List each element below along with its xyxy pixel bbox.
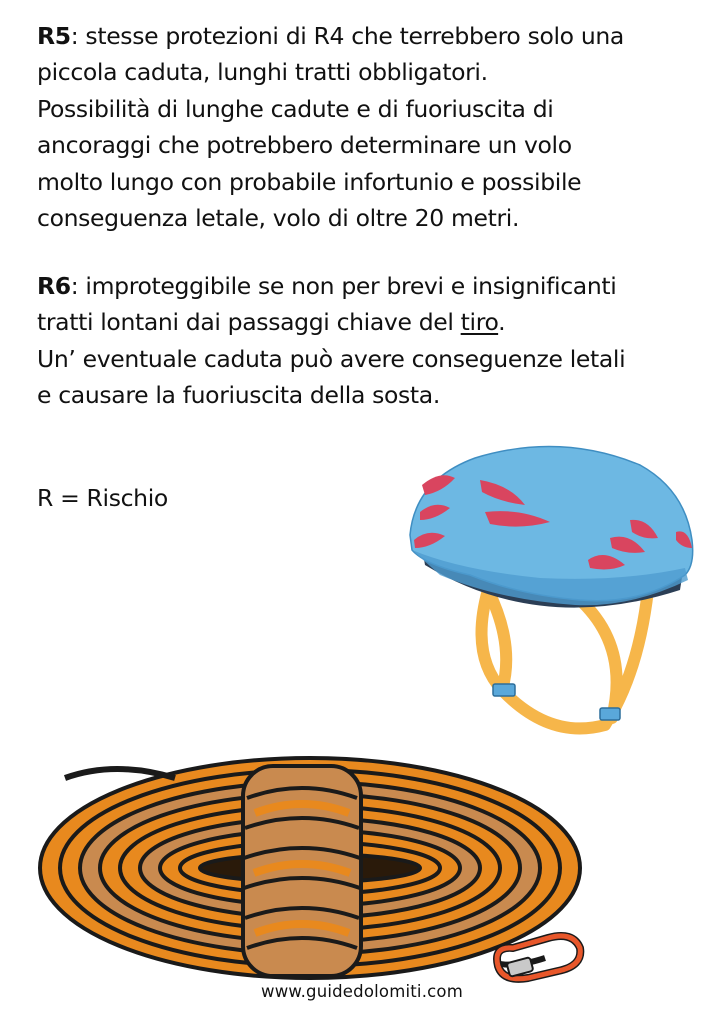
r6-line-2 bbox=[37, 304, 697, 340]
r5-line-4: ancoraggi che potrebbero determinare un volo bbox=[37, 131, 572, 160]
tiro-link[interactable]: tiro bbox=[460, 308, 499, 337]
r5-line-5: molto lungo con probabile infortunio e possibile bbox=[37, 167, 582, 196]
helmet-straps bbox=[482, 590, 648, 728]
r5-line-6: conseguenza letale, volo di oltre 20 metri. bbox=[37, 204, 520, 233]
r5-line-3: Possibilità di lunghe cadute e di fuoriuscita di bbox=[37, 94, 554, 123]
r6-paragraph bbox=[37, 268, 697, 414]
r5-line-1 bbox=[37, 18, 697, 54]
r6-text-1: : improteggibile se non per brevi e insignificanti bbox=[70, 272, 617, 300]
r6-line-1 bbox=[37, 268, 697, 304]
r5-line-2: piccola caduta, lunghi tratti obbligatori. bbox=[37, 58, 488, 87]
r6-code: R6 bbox=[37, 272, 71, 300]
r6-text-2: tratti lontani dai passaggi chiave del bbox=[37, 308, 461, 337]
website-footer[interactable]: www.guidedolomiti.com bbox=[261, 982, 463, 1001]
r6-line-4: e causare la fuoriuscita della sosta. bbox=[37, 381, 440, 410]
risk-legend: R = Rischio bbox=[37, 484, 168, 512]
r6-line-3: Un’ eventuale caduta può avere conseguenze letali bbox=[37, 344, 626, 373]
r5-text-1: : stesse protezioni di R4 che terrebbero solo una bbox=[70, 22, 624, 50]
carabiner-illustration bbox=[488, 926, 588, 988]
r5-code: R5 bbox=[37, 22, 71, 50]
helmet-illustration bbox=[400, 440, 700, 750]
r6-period: . bbox=[498, 308, 506, 337]
r5-paragraph bbox=[37, 18, 697, 236]
